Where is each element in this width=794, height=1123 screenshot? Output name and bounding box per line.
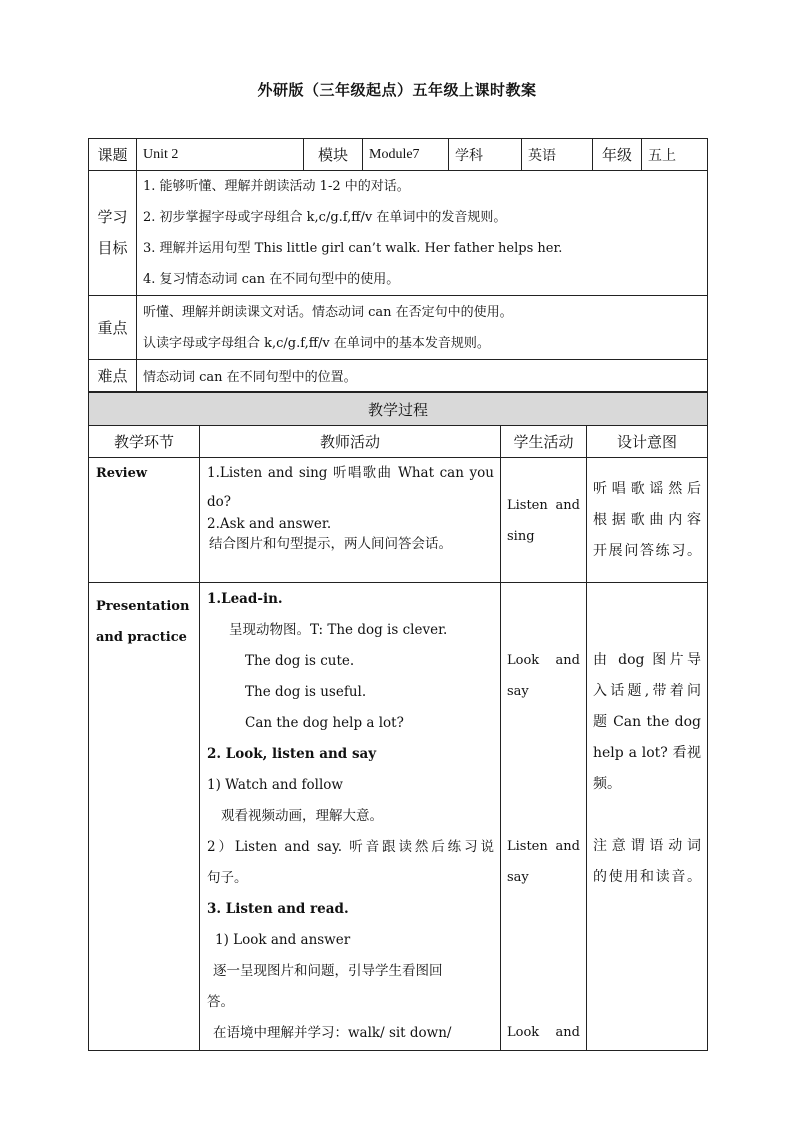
intent-line: help a lot? 看视	[593, 745, 702, 761]
grade-label: 年级	[593, 139, 642, 171]
presentation-stage	[89, 583, 200, 1051]
presentation-stage-line: Presentation	[96, 599, 190, 614]
header-student-activity: 学生活动	[501, 426, 587, 458]
teacher-line: 在语境中理解并学习：walk/ sit down/	[213, 1025, 452, 1041]
review-teacher-line: do?	[207, 494, 232, 510]
intent-line: 由 dog 图片导	[593, 652, 702, 668]
teacher-line: 句子。	[207, 870, 248, 886]
review-stage-label: Review	[96, 466, 148, 481]
presentation-student-activity	[501, 583, 587, 1051]
teacher-step-heading: 3. Listen and read.	[207, 901, 349, 917]
goal-item: 2. 初步掌握字母或字母组合 k,c/g.f,ff/v 在单词中的发音规则。	[143, 210, 507, 225]
presentation-stage-line: and practice	[96, 630, 187, 645]
student-line: Listen and	[507, 839, 580, 854]
presentation-design-intent	[587, 583, 708, 1051]
goal-item: 1. 能够听懂、理解并朗读活动 1-2 中的对话。	[143, 179, 410, 194]
review-teacher-line: 2.Ask and answer.	[207, 516, 332, 532]
teacher-line: Can the dog help a lot?	[245, 715, 404, 731]
intent-line: 频。	[593, 776, 621, 792]
header-design-intent: 设计意图	[587, 426, 708, 458]
subject-label: 学科	[449, 139, 522, 171]
presentation-teacher-activity	[200, 583, 501, 1051]
topic-value: Unit 2	[137, 139, 304, 171]
review-teacher-activity	[200, 458, 501, 583]
review-intent-line: 听唱歌谣然后	[593, 481, 702, 497]
teacher-line: 答。	[207, 994, 234, 1010]
goals-list	[137, 171, 708, 296]
intent-line: 注意谓语动词	[593, 838, 702, 854]
module-value: Module7	[363, 139, 449, 171]
key-point-item: 听懂、理解并朗读课文对话。情态动词 can 在否定句中的使用。	[143, 304, 513, 320]
teacher-step-heading: 1.Lead-in.	[207, 591, 283, 607]
teacher-line: 呈现动物图。T: The dog is clever.	[229, 622, 448, 638]
process-section-title: 教学过程	[89, 393, 708, 426]
review-teacher-line: 结合图片和句型提示，两人间问答会话。	[209, 536, 452, 552]
subject-value: 英语	[522, 139, 593, 171]
student-line: say	[507, 870, 529, 885]
review-design-intent	[587, 458, 708, 583]
teacher-step-heading: 2. Look, listen and say	[207, 746, 377, 762]
lesson-info-table	[88, 138, 708, 392]
review-student-activity	[501, 458, 587, 583]
module-label: 模块	[304, 139, 363, 171]
goals-label-line-1: 学习	[97, 208, 128, 226]
review-teacher-line: 1.Listen and sing 听唱歌曲 What can you	[207, 465, 494, 481]
topic-label: 课题	[89, 139, 137, 171]
review-student-line: Listen and	[507, 498, 580, 513]
difficulty-label: 难点	[89, 360, 137, 392]
teacher-line: 1) Look and answer	[215, 932, 351, 948]
teacher-line: 逐一呈现图片和问题，引导学生看图回	[213, 963, 443, 979]
teacher-line: 观看视频动画，理解大意。	[221, 808, 383, 824]
difficulty-text: 情态动词 can 在不同句型中的位置。	[137, 360, 708, 392]
goal-item: 3. 理解并运用句型 This little girl can’t walk. Her father helps her.	[143, 241, 563, 256]
review-student-line: sing	[507, 529, 535, 544]
goals-label	[89, 171, 137, 296]
key-points-list	[137, 296, 708, 360]
teacher-line: The dog is useful.	[245, 684, 367, 700]
document-title: 外研版（三年级起点）五年级上课时教案	[257, 81, 537, 99]
key-point-item: 认读字母或字母组合 k,c/g.f,ff/v 在单词中的基本发音规则。	[143, 335, 490, 351]
header-stage: 教学环节	[89, 426, 200, 458]
intent-line: 题 Can the dog	[593, 714, 702, 730]
student-line: say	[507, 684, 529, 699]
header-teacher-activity: 教师活动	[200, 426, 501, 458]
student-line: Look and	[507, 1025, 580, 1040]
goals-label-line-2: 目标	[97, 239, 128, 257]
intent-line: 的使用和读音。	[593, 869, 702, 885]
review-intent-line: 根据歌曲内容	[593, 512, 702, 528]
teacher-line: 1) Watch and follow	[207, 777, 343, 793]
goal-item: 4. 复习情态动词 can 在不同句型中的使用。	[143, 272, 400, 287]
review-intent-line: 开展问答练习。	[593, 543, 702, 559]
grade-value: 五上	[642, 139, 708, 171]
teaching-process-table	[88, 392, 708, 1051]
teacher-line: 2）Listen and say. 听音跟读然后练习说	[207, 839, 494, 855]
teacher-line: The dog is cute.	[245, 653, 355, 669]
review-stage	[89, 458, 200, 583]
student-line: Look and	[507, 653, 580, 668]
key-points-label: 重点	[89, 296, 137, 360]
intent-line: 入话题,带着问	[593, 683, 702, 699]
